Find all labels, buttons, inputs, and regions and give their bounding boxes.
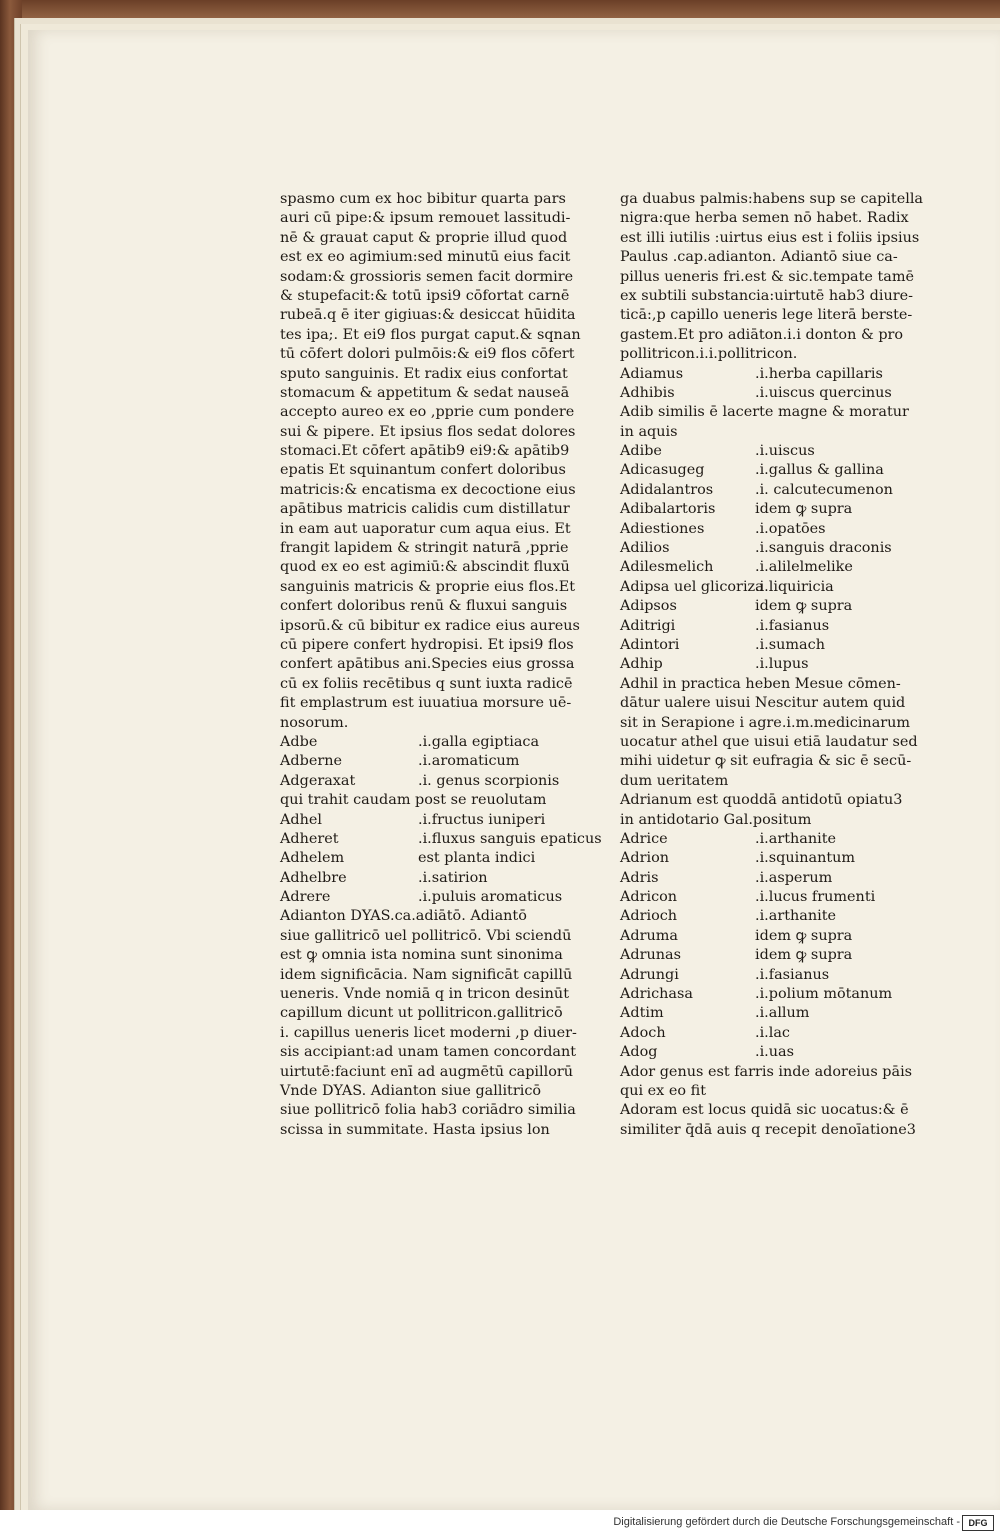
glossary-entry — [620, 655, 910, 674]
entry-term: Adtim — [620, 1005, 664, 1022]
text-line: est illi iutilis :uirtus eius est i foliis ipsius — [620, 229, 920, 246]
glossary-entry — [620, 636, 910, 655]
entry-term: Adrunas — [620, 947, 681, 964]
text-line: in aquis — [620, 423, 678, 440]
text-line: siue gallitricō uel pollitricō. Vbi sciendū — [280, 927, 572, 944]
entry-term: Adoch — [620, 1024, 666, 1041]
dfg-logo: DFG — [962, 1515, 994, 1531]
glossary-entry — [620, 849, 910, 868]
text-line: idem significācia. Nam significāt capillū — [280, 966, 573, 983]
entry-gloss: idem ꝙ supra — [755, 927, 853, 944]
glossary-entry — [620, 597, 910, 616]
text-line: stomaci.Et cōfert apātib9 ei9:& apātib9 — [280, 443, 570, 460]
text-line: Adrianum est quoddā antidotū opiatu3 — [620, 792, 903, 809]
entry-gloss: .i.lupus — [755, 656, 809, 673]
glossary-entry — [620, 481, 910, 500]
text-line: nosorum. — [280, 714, 349, 731]
entry-term: Adrioch — [620, 908, 678, 925]
text-line: sit in Serapione i agre.i.m.medicinarum — [620, 714, 911, 731]
glossary-entry — [620, 1004, 910, 1023]
text-line: similiter q̄dā auis q recepit denoīatione3 — [620, 1121, 916, 1138]
text-line: apātibus matricis calidis cum distillatur — [280, 501, 570, 518]
entry-gloss: .i. genus scorpionis — [418, 772, 560, 789]
text-line: i. capillus ueneris licet moderni ,p diuer- — [280, 1024, 577, 1041]
entry-gloss: .i.uiscus quercinus — [755, 384, 892, 401]
text-line: uirtutē:faciunt enī ad augmētū capillorū — [280, 1063, 574, 1080]
glossary-entry — [620, 461, 910, 480]
entry-gloss: .i.herba capillaris — [755, 365, 883, 382]
glossary-entry — [620, 520, 910, 539]
entry-gloss: .i.puluis aromaticus — [418, 889, 563, 906]
glossary-entry — [280, 830, 602, 849]
glossary-entry — [620, 539, 910, 558]
text-line: tes ipa;. Et ei9 flos purgat caput.& sqnan — [280, 326, 581, 343]
glossary-entry — [280, 888, 570, 907]
entry-gloss: est planta indici — [418, 850, 536, 867]
glossary-entry — [620, 966, 910, 985]
entry-gloss: .i.fasianus — [755, 966, 830, 983]
text-line: ipsorū.& cū bibitur ex radice eius aureus — [280, 617, 580, 634]
text-line: in antidotario Gal.positum — [620, 811, 812, 828]
glossary-entry — [620, 365, 910, 384]
entry-term: Adheret — [280, 830, 339, 847]
glossary-entry — [280, 849, 570, 868]
text-line: gastem.Et pro adiāton.i.i donton & pro — [620, 326, 904, 343]
entry-term: Adhelem — [280, 850, 345, 867]
text-line: sodam:& grossioris semen facit dormire — [280, 268, 574, 285]
entry-term: Adilesmelich — [620, 559, 714, 576]
glossary-entry — [280, 733, 570, 752]
text-line: fit emplastrum est iuuatiua morsure uē- — [280, 695, 572, 712]
text-line: Vnde DYAS. Adianton siue gallitricō — [280, 1082, 542, 1099]
entry-term: Adhip — [620, 656, 663, 673]
text-line: Ador genus est farris inde adoreius pāis — [620, 1063, 913, 1080]
text-line: dum ueritatem — [620, 772, 729, 789]
entry-term: Adintori — [620, 636, 680, 653]
entry-gloss: .i.fructus iuniperi — [418, 811, 546, 828]
glossary-entry — [620, 907, 910, 926]
text-line: est ꝙ omnia ista nomina sunt sinonima — [280, 947, 563, 964]
entry-gloss: .i.gallus & gallina — [755, 462, 884, 479]
entry-term: Adiestiones — [620, 520, 705, 537]
entry-gloss: .i.alilelmelike — [755, 559, 853, 576]
entry-gloss: .i.sanguis draconis — [755, 540, 892, 557]
entry-gloss: .i.opatōes — [755, 520, 826, 537]
entry-term: Adberne — [280, 753, 342, 770]
text-line: matricis:& encatisma ex decoctione eius — [280, 481, 576, 498]
text-line: spasmo cum ex hoc bibitur quarta pars — [280, 191, 566, 207]
entry-term: Adog — [620, 1044, 658, 1061]
glossary-entry — [620, 617, 910, 636]
entry-term: Adris — [620, 869, 659, 886]
text-line: scissa in summitate. Hasta ipsius lon — [280, 1121, 550, 1138]
text-line: Paulus .cap.adianton. Adiantō siue ca- — [620, 249, 898, 266]
text-line: cū pipere confert hydropisi. Et ipsi9 flos — [280, 636, 574, 653]
glossary-entry — [620, 869, 910, 888]
text-line: frangit lapidem & stringit naturā ,pprie — [280, 540, 569, 557]
entry-gloss: .i.aromaticum — [418, 753, 520, 770]
text-line: & stupefacit:& totū ipsi9 cōfortat carnē — [280, 287, 570, 304]
entry-term: Adgeraxat — [280, 772, 356, 789]
text-line: est ex eo agimium:sed minutū eius facit — [280, 249, 571, 266]
entry-term: Adhel — [280, 811, 322, 828]
text-line: pillus ueneris fri.est & sic.tempate tamē — [620, 268, 915, 285]
entry-term: Adibe — [620, 443, 662, 460]
entry-term: Adidalantros — [620, 481, 714, 498]
entry-term: Adrion — [620, 850, 670, 867]
entry-gloss: idem ꝙ supra — [755, 598, 853, 615]
glossary-entry — [620, 578, 910, 597]
text-line: ticā:,p capillo ueneris lege literā berste- — [620, 307, 913, 324]
text-line: tū cōfert dolori pulmōis:& ei9 flos cōfert — [280, 346, 575, 363]
glossary-entry — [280, 811, 570, 830]
text-line: accepto aureo ex eo ,pprie cum pondere — [280, 404, 575, 421]
left-text-column — [280, 190, 602, 1140]
entry-term: Adhibis — [620, 384, 675, 401]
entry-gloss: .i.arthanite — [755, 908, 837, 925]
text-line: ga duabus palmis:habens sup se capitella — [620, 191, 923, 207]
entry-term: Adricon — [620, 889, 678, 906]
glossary-entry — [620, 1024, 910, 1043]
text-line: Adianton DYAS.ca.adiātō. Adiantō — [280, 908, 527, 925]
entry-term: Adhelbre — [280, 869, 347, 886]
entry-term: Adrice — [620, 830, 668, 847]
entry-term: Adiamus — [620, 365, 684, 382]
text-line: sui & pipere. Et ipsius flos sedat dolores — [280, 423, 576, 440]
text-line: sis accipiant:ad unam tamen concordant — [280, 1044, 577, 1061]
text-line: pollitricon.i.i.pollitricon. — [620, 346, 798, 363]
text-line: qui trahit caudam post se reuolutam — [280, 792, 547, 809]
text-line: confert apātibus ani.Species eius grossa — [280, 656, 575, 673]
text-line: capillum dicunt ut pollitricon.gallitricō — [280, 1005, 563, 1022]
entry-term: Adrungi — [620, 966, 679, 983]
glossary-entry — [280, 752, 570, 771]
text-line: auri cū pipe:& ipsum remouet lassitudi- — [280, 210, 571, 227]
footer-credit: Digitalisierung gefördert durch die Deutsche Forschungsgemeinschaft - — [613, 1516, 960, 1528]
glossary-entry — [620, 888, 910, 907]
entry-gloss: idem ꝙ supra — [755, 947, 853, 964]
entry-term: Aditrigi — [620, 617, 676, 634]
text-line: confert doloribus renū & fluxui sanguis — [280, 598, 568, 615]
glossary-entry — [620, 558, 910, 577]
entry-gloss: .i.liquiricia — [755, 578, 834, 595]
text-line: qui ex eo fit — [620, 1082, 706, 1099]
glossary-entry — [620, 442, 910, 461]
entry-term: Adipsos — [620, 598, 677, 615]
entry-gloss: .i.polium mōtanum — [755, 986, 893, 1003]
entry-gloss: .i.satirion — [418, 869, 488, 886]
entry-gloss: .i.lucus frumenti — [755, 889, 876, 906]
entry-gloss: .i.uas — [755, 1044, 794, 1061]
text-line: siue pollitricō folia hab3 coriādro similia — [280, 1102, 576, 1119]
text-line: in eam aut uaporatur cum aqua eius. Et — [280, 520, 571, 537]
entry-term: Adibalartoris — [620, 501, 716, 518]
text-line: sanguinis matricis & proprie eius flos.Et — [280, 578, 576, 595]
text-line: Adhil in practica heben Mesue cōmen- — [620, 675, 901, 692]
glossary-entry — [620, 946, 910, 965]
glossary-entry — [280, 869, 570, 888]
text-line: stomacum & appetitum & sedat nauseā — [280, 384, 570, 401]
entry-term: Adipsa uel glicoriza — [620, 578, 764, 595]
text-line: sputo sanguinis. Et radix eius confortat — [280, 365, 568, 382]
entry-gloss: .i.fasianus — [755, 617, 830, 634]
text-line: nē & grauat caput & proprie illud quod — [280, 229, 568, 246]
entry-gloss: .i. calcutecumenon — [755, 481, 893, 498]
glossary-entry — [620, 927, 910, 946]
entry-gloss: .i.lac — [755, 1024, 790, 1041]
text-line: Adoram est locus quidā sic uocatus:& ē — [620, 1102, 909, 1119]
entry-gloss: .i.galla egiptiaca — [418, 733, 540, 750]
entry-gloss: .i.arthanite — [755, 830, 837, 847]
entry-term: Adbe — [280, 733, 318, 750]
text-line: rubeā.q ē iter gigiuas:& desiccat hūidita — [280, 307, 576, 324]
entry-gloss: .i.squinantum — [755, 850, 856, 867]
text-line: quod ex eo est agimiū:& abscindit fluxū — [280, 559, 570, 576]
glossary-entry — [620, 1043, 910, 1062]
footer-bar — [0, 1510, 1000, 1537]
text-line: Adib similis ē lacerte magne & moratur — [620, 404, 909, 421]
text-line: uocatur athel que uisui etiā laudatur sed — [620, 733, 918, 750]
text-line: epatis Et squinantum confert doloribus — [280, 462, 566, 479]
glossary-entry — [280, 772, 570, 791]
entry-gloss: .i.allum — [755, 1005, 810, 1022]
entry-gloss: .i.asperum — [755, 869, 833, 886]
glossary-entry — [620, 985, 910, 1004]
glossary-entry — [620, 830, 910, 849]
text-line: ueneris. Vnde nomiā q in tricon desinūt — [280, 986, 569, 1003]
glossary-entry — [620, 384, 910, 403]
entry-term: Adicasugeg — [620, 462, 705, 479]
entry-gloss: idem ꝙ supra — [755, 501, 853, 518]
text-line: dātur ualere uisui Nescitur autem quid — [620, 695, 906, 712]
text-line: cū ex foliis recētibus q sunt iuxta radicē — [280, 675, 573, 692]
entry-gloss: .i.sumach — [755, 636, 825, 653]
entry-term: Adrere — [280, 889, 331, 906]
entry-term: Adrichasa — [620, 986, 693, 1003]
glossary-entry — [620, 500, 910, 519]
text-line: mihi uidetur ꝙ sit eufragia & sic ē secū- — [620, 753, 912, 770]
entry-gloss: .i.fluxus sanguis epaticus — [418, 830, 602, 847]
text-line: nigra:que herba semen nō habet. Radix — [620, 210, 909, 227]
entry-gloss: .i.uiscus — [755, 443, 815, 460]
right-text-column — [620, 190, 923, 1140]
entry-term: Adruma — [620, 927, 678, 944]
text-line: ex subtili substancia:uirtutē hab3 diure- — [620, 287, 914, 304]
entry-term: Adilios — [620, 540, 670, 557]
